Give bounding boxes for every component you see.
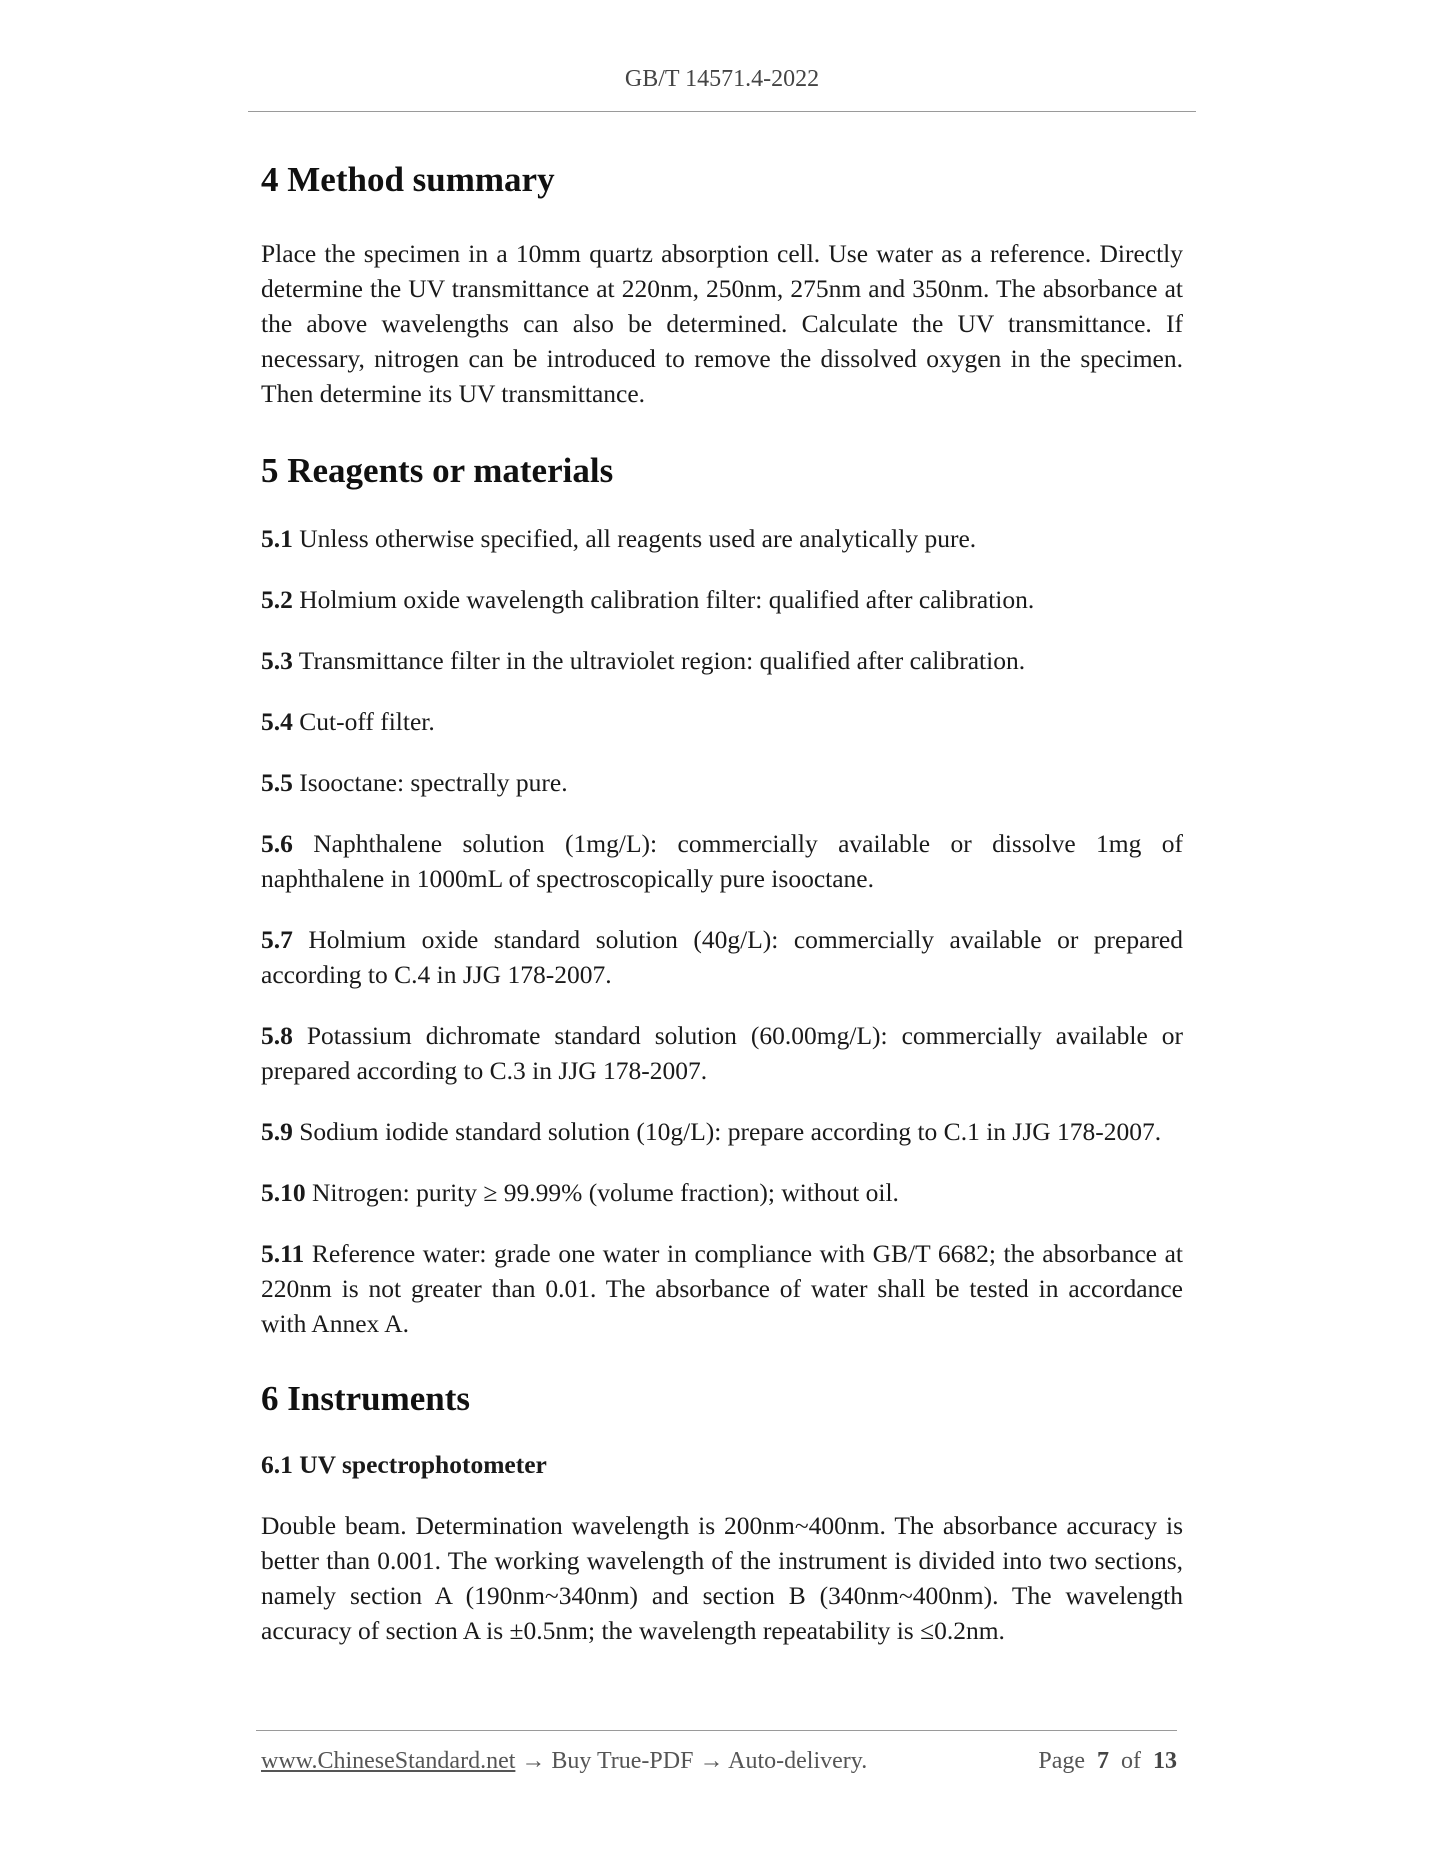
item-text: Reference water: grade one water in compliance with GB/T 6682; the absorbance at 220nm is not greater than 0.01. The absorbance of water shall be tested in accordance with Annex A. bbox=[261, 1239, 1183, 1338]
section-6-title: 6 Instruments bbox=[261, 1379, 471, 1418]
item-number: 5.11 bbox=[261, 1239, 305, 1268]
arrow-right-icon: → bbox=[521, 1748, 546, 1774]
buy-true-pdf-text: Buy True-PDF bbox=[551, 1748, 694, 1774]
item-text: Transmittance filter in the ultraviolet region: qualified after calibration. bbox=[298, 646, 1026, 675]
item-number: 5.8 bbox=[261, 1021, 293, 1050]
section-5-title: 5 Reagents or materials bbox=[261, 451, 614, 490]
page-of: of bbox=[1121, 1748, 1141, 1774]
website-link[interactable]: www.ChineseStandard.net bbox=[261, 1748, 516, 1774]
item-text: Sodium iodide standard solution (10g/L): prepare according to C.1 in JJG 178-2007. bbox=[299, 1117, 1162, 1146]
list-item bbox=[261, 1018, 1183, 1088]
auto-delivery-text: Auto-delivery. bbox=[728, 1748, 868, 1774]
page-label: Page bbox=[1038, 1748, 1085, 1774]
item-number: 5.7 bbox=[261, 925, 293, 954]
page-current: 7 bbox=[1097, 1748, 1109, 1774]
item-text: Naphthalene solution (1mg/L): commercially available or dissolve 1mg of naphthalene in 1000mL of spectroscopically pure isooctane. bbox=[261, 829, 1184, 893]
subsection-6-1-title: 6.1 UV spectrophotometer bbox=[261, 1450, 547, 1479]
item-number: 5.5 bbox=[261, 768, 293, 797]
item-text: Isooctane: spectrally pure. bbox=[299, 768, 568, 797]
list-item bbox=[261, 643, 1183, 678]
list-item bbox=[261, 521, 1183, 556]
item-number: 5.3 bbox=[261, 646, 293, 675]
list-item bbox=[261, 1114, 1183, 1149]
footer-divider bbox=[256, 1730, 1177, 1731]
list-item bbox=[261, 826, 1183, 896]
reagent-list bbox=[261, 521, 1183, 1341]
item-number: 5.2 bbox=[261, 585, 293, 614]
header-divider bbox=[248, 111, 1196, 112]
page-footer bbox=[261, 1748, 1177, 1775]
item-text: Nitrogen: purity ≥ 99.99% (volume fraction); without oil. bbox=[312, 1178, 899, 1207]
item-number: 5.1 bbox=[261, 524, 293, 553]
section-4-title: 4 Method summary bbox=[261, 160, 555, 199]
item-number: 5.4 bbox=[261, 707, 293, 736]
page-total: 13 bbox=[1153, 1748, 1177, 1774]
item-text: Unless otherwise specified, all reagents used are analytically pure. bbox=[299, 524, 977, 553]
list-item bbox=[261, 582, 1183, 617]
page-content bbox=[261, 148, 1183, 1648]
list-item bbox=[261, 922, 1183, 992]
arrow-right-icon: → bbox=[699, 1748, 724, 1774]
item-text: Holmium oxide wavelength calibration filter: qualified after calibration. bbox=[299, 585, 1035, 614]
section-4-paragraph: Place the specimen in a 10mm quartz absorption cell. Use water as a reference. Directly determine the UV transmittance at 220nm, 250nm, 275nm and 350nm. The absorbance at the above wavelengths can also be determined. Calculate the UV transmittance. If necessary, nitrogen can be introduced to remove the dissolved oxygen in the specimen. Then determine its UV transmittance. bbox=[261, 239, 1183, 408]
footer-promo bbox=[261, 1748, 867, 1774]
page-number bbox=[1038, 1748, 1177, 1775]
page-header-standard-id: GB/T 14571.4-2022 bbox=[624, 66, 820, 92]
list-item bbox=[261, 1175, 1183, 1210]
item-text: Potassium dichromate standard solution (60.00mg/L): commercially available or prepared according to C.3 in JJG 178-2007. bbox=[261, 1021, 1183, 1085]
item-text: Cut-off filter. bbox=[299, 707, 435, 736]
section-6-1-paragraph: Double beam. Determination wavelength is 200nm~400nm. The absorbance accuracy is better than 0.001. The working wavelength of the instrument is divided into two sections, namely section A (190nm~340nm) and section B (340nm~400nm). The wavelength accuracy of section A is ±0.5nm; the wavelength repeatability is ≤0.2nm. bbox=[261, 1511, 1183, 1645]
list-item bbox=[261, 1236, 1183, 1341]
list-item bbox=[261, 704, 1183, 739]
item-number: 5.9 bbox=[261, 1117, 293, 1146]
list-item bbox=[261, 765, 1183, 800]
item-number: 5.6 bbox=[261, 829, 293, 858]
item-number: 5.10 bbox=[261, 1178, 306, 1207]
item-text: Holmium oxide standard solution (40g/L): commercially available or prepared according to C.4 in JJG 178-2007. bbox=[261, 925, 1183, 989]
